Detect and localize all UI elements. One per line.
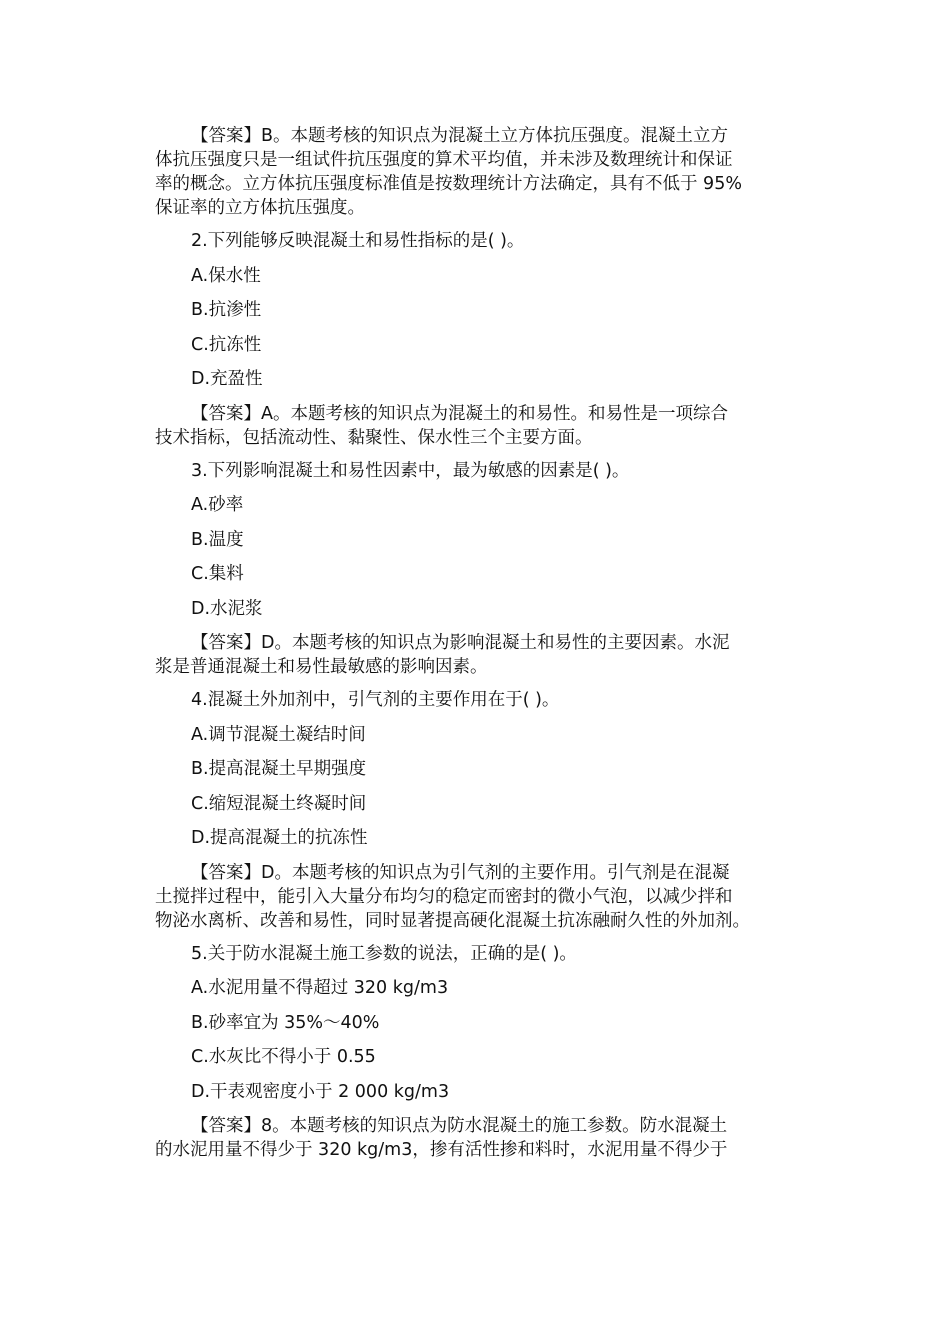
answer-explanation xyxy=(155,631,795,679)
question-stem: 5.关于防水混凝土施工参数的说法，正确的是( )。 xyxy=(191,943,577,964)
answer-option: D.提高混凝土的抗冻性 xyxy=(191,828,368,848)
answer-explanation xyxy=(155,124,795,220)
answer-option: A.调节混凝土凝结时间 xyxy=(191,724,366,745)
question-stem: 3.下列影响混凝土和易性因素中，最为敏感的因素是( )。 xyxy=(191,460,630,481)
answer-explanation xyxy=(155,402,795,450)
answer-option: B.提高混凝土早期强度 xyxy=(191,759,367,779)
answer-option: D.充盈性 xyxy=(191,369,263,389)
answer-option: C.集料 xyxy=(191,564,244,584)
question-stem: 2.下列能够反映混凝土和易性指标的是( )。 xyxy=(191,231,525,251)
answer-line: 【答案】D。本题考核的知识点为引气剂的主要作用。引气剂是在混凝 xyxy=(191,862,730,883)
answer-option: C.抗冻性 xyxy=(191,334,262,355)
answer-option: B.抗渗性 xyxy=(191,300,262,320)
answer-line: 【答案】A。本题考核的知识点为混凝土的和易性。和易性是一项综合 xyxy=(191,403,728,424)
answer-line: 浆是普通混凝土和易性最敏感的影响因素。 xyxy=(155,657,488,677)
document-body xyxy=(155,124,795,1171)
answer-option: D.水泥浆 xyxy=(191,598,263,619)
answer-line: 【答案】8。本题考核的知识点为防水混凝土的施工参数。防水混凝土 xyxy=(191,1116,728,1136)
answer-option: A.水泥用量不得超过 320 kg/m3 xyxy=(191,978,449,998)
answer-line: 的水泥用量不得少于 320 kg/m3，掺有活性掺和料时，水泥用量不得少于 xyxy=(155,1140,728,1160)
answer-line: 率的概念。立方体抗压强度标准值是按数理统计方法确定，具有不低于 95% xyxy=(155,174,742,194)
answer-line: 保证率的立方体抗压强度。 xyxy=(155,198,365,218)
answer-explanation xyxy=(155,1114,795,1162)
answer-line: 物泌水离析、改善和易性，同时显著提高硬化混凝土抗冻融耐久性的外加剂。 xyxy=(155,910,750,931)
answer-line: 【答案】B。本题考核的知识点为混凝土立方体抗压强度。混凝土立方 xyxy=(191,126,729,146)
answer-line: 土搅拌过程中，能引入大量分布均匀的稳定而密封的微小气泡，以减少拌和 xyxy=(155,886,733,907)
answer-line: 技术指标，包括流动性、黏聚性、保水性三个主要方面。 xyxy=(155,427,593,448)
answer-option: A.保水性 xyxy=(191,265,261,286)
question-stem: 4.混凝土外加剂中，引气剂的主要作用在于( )。 xyxy=(191,690,560,710)
answer-explanation xyxy=(155,861,795,933)
answer-option: B.砂率宜为 35%～40% xyxy=(191,1012,380,1033)
answer-option: B.温度 xyxy=(191,529,244,550)
answer-option: C.缩短混凝土终凝时间 xyxy=(191,793,367,814)
answer-option: C.水灰比不得小于 0.55 xyxy=(191,1047,376,1067)
answer-line: 【答案】D。本题考核的知识点为影响混凝土和易性的主要因素。水泥 xyxy=(191,633,730,653)
answer-line: 体抗压强度只是一组试件抗压强度的算术平均值，并未涉及数理统计和保证 xyxy=(155,150,733,170)
answer-option: A.砂率 xyxy=(191,495,244,515)
answer-option: D.干表观密度小于 2 000 kg/m3 xyxy=(191,1081,450,1102)
